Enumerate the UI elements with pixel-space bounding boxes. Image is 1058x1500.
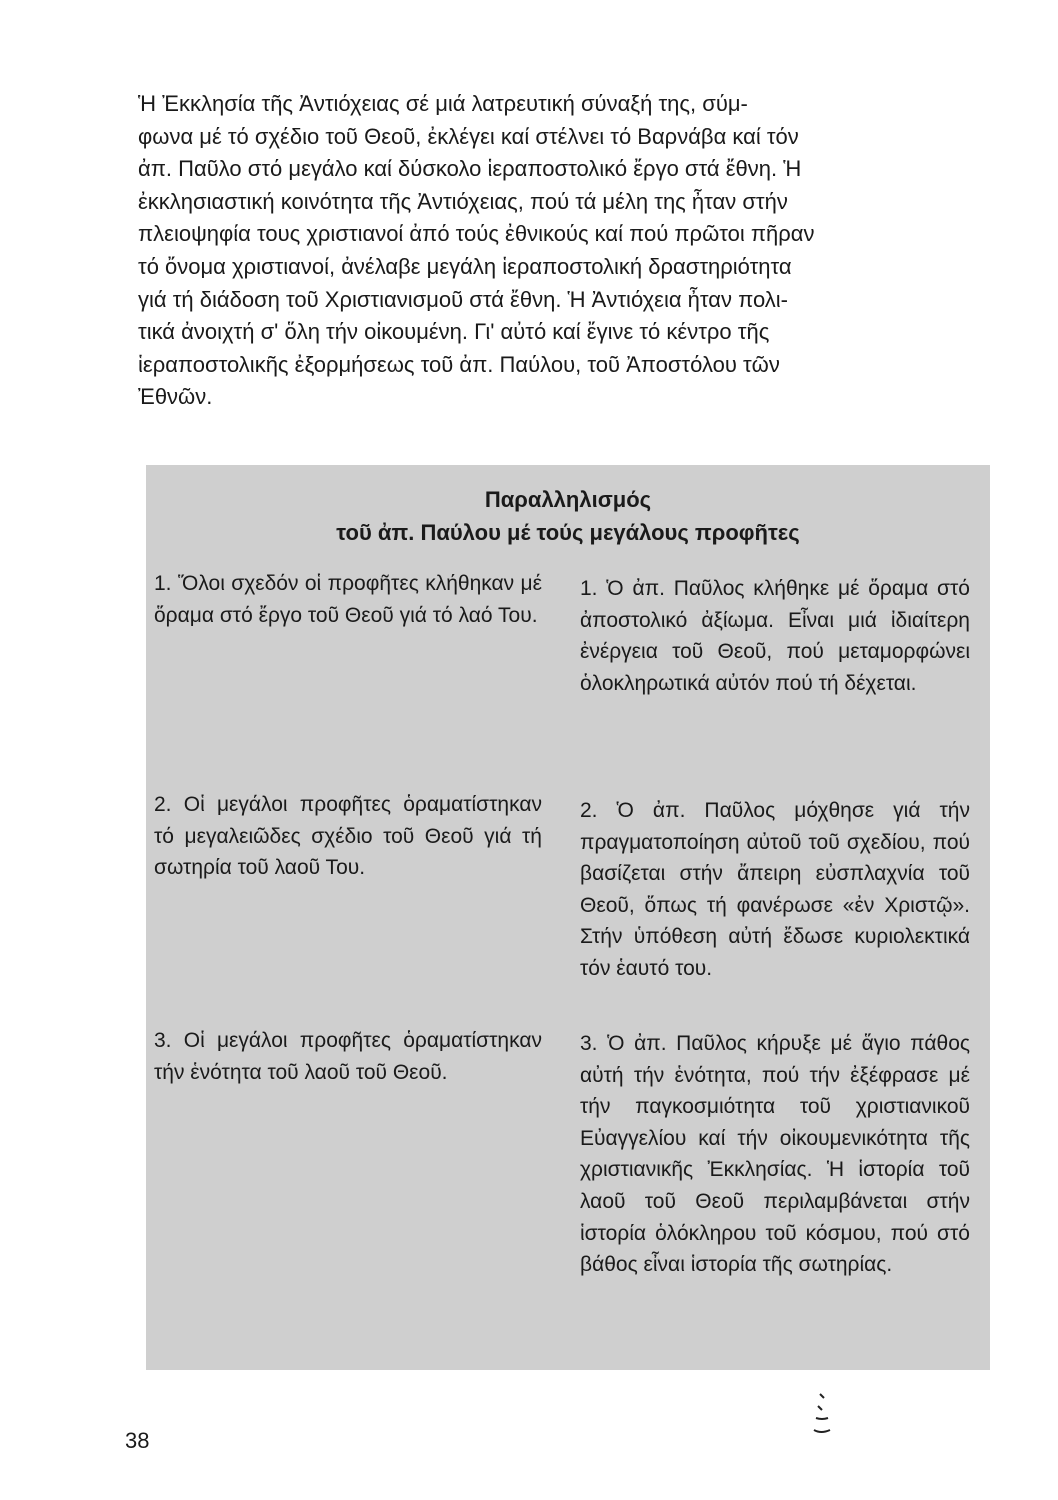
ink-mark-icon <box>808 1390 834 1440</box>
paul-item-1: 1. Ὁ ἀπ. Παῦλος κλήθηκε μέ ὅραμα στό ἀποστολικό ἀξίωμα. Εἶναι μιά ἰδιαίτερη ἐνέργεια τοῦ Θεοῦ, πού μεταμορφώνει ὁλοκληρωτικά αὐτόν πού τή δέχεται. <box>580 577 970 695</box>
intro-line: τικά ἀνοιχτή σ' ὅλη τήν οἰκουμένη. Γι' αὐτό καί ἔγινε τό κέντρο τῆς <box>138 319 770 345</box>
paul-item-3: 3. Ὁ ἀπ. Παῦλος κήρυξε μέ ἅγιο πάθος αὐτή τήν ἑνότητα, πού τήν ἐξέφρασε μέ τήν παγκοσμιότητα τοῦ χριστιανικοῦ Εὐαγγελίου καί τήν οἰκουμενικότητα τῆς χριστιανικῆς Ἐκκλησίας. Ἡ ἱστορία τοῦ λαοῦ τοῦ Θεοῦ περιλαμβάνεται στήν ἱστορία ὁλόκληρου τοῦ κόσμου, πού στό βάθος εἶναι ἱστορία τῆς σωτηρίας. <box>580 1032 970 1277</box>
prophets-item-2: 2. Οἱ μεγάλοι προφῆτες ὁραματίστηκαν τό μεγαλειῶδες σχέδιο τοῦ Θεοῦ γιά τή σωτηρία τοῦ λαοῦ Του. <box>154 793 542 880</box>
intro-line: τό ὄνομα χριστιανοί, ἀνέλαβε μεγάλη ἱεραποστολική δραστηριότητα <box>138 253 792 279</box>
intro-line: Ἡ Ἐκκλησία τῆς Ἀντιόχειας σέ μιά λατρευτική σύναξή της, σύμ- <box>138 91 748 116</box>
page-number: 38 <box>125 1428 150 1453</box>
intro-line: Ἐθνῶν. <box>138 384 213 410</box>
comparison-box <box>146 465 990 1370</box>
prophets-item-3: 3. Οἱ μεγάλοι προφῆτες ὁραματίστηκαν τήν ἑνότητα τοῦ λαοῦ τοῦ Θεοῦ. <box>154 1029 542 1084</box>
comparison-title-line2: τοῦ ἀπ. Παύλου μέ τούς μεγάλους προφῆτες <box>336 520 800 545</box>
intro-line: φωνα μέ τό σχέδιο τοῦ Θεοῦ, ἐκλέγει καί στέλνει τό Βαρνάβα καί τόν <box>138 123 799 149</box>
paul-item-2: 2. Ὁ ἀπ. Παῦλος μόχθησε γιά τήν πραγματοποίηση αὐτοῦ τοῦ σχεδίου, πού βασίζεται στήν ἄπειρη εὐσπλαχνία τοῦ Θεοῦ, ὅπως τή φανέρωσε «ἐν Χριστῷ». Στήν ὑπόθεση αὐτή ἔδωσε κυριολεκτικά τόν ἑαυτό του. <box>580 799 970 980</box>
intro-line: ἐκκλησιαστική κοινότητα τῆς Ἀντιόχειας, πού τά μέλη της ἦταν στήν <box>138 188 788 214</box>
comparison-title-line1: Παραλληλισμός <box>484 487 652 512</box>
intro-line: πλειοψηφία τους χριστιανοί ἀπό τούς ἐθνικούς καί πού πρῶτοι πῆραν <box>138 221 815 247</box>
intro-line: γιά τή διάδοση τοῦ Χριστιανισμοῦ στά ἔθνη. Ἡ Ἀντιόχεια ἦταν πολι- <box>138 286 788 312</box>
intro-line: ἀπ. Παῦλο στό μεγάλο καί δύσκολο ἱεραποστολικό ἔργο στά ἔθνη. Ἡ <box>138 156 802 182</box>
intro-line: ἱεραποστολικῆς ἐξορμήσεως τοῦ ἀπ. Παύλου, τοῦ Ἀποστόλου τῶν <box>138 351 780 377</box>
intro-paragraph <box>138 88 978 414</box>
comparison-title <box>146 483 990 549</box>
prophets-item-1: 1. Ὅλοι σχεδόν οἱ προφῆτες κλήθηκαν μέ ὅραμα στό ἔργο τοῦ Θεοῦ γιά τό λαό Του. <box>154 572 542 627</box>
